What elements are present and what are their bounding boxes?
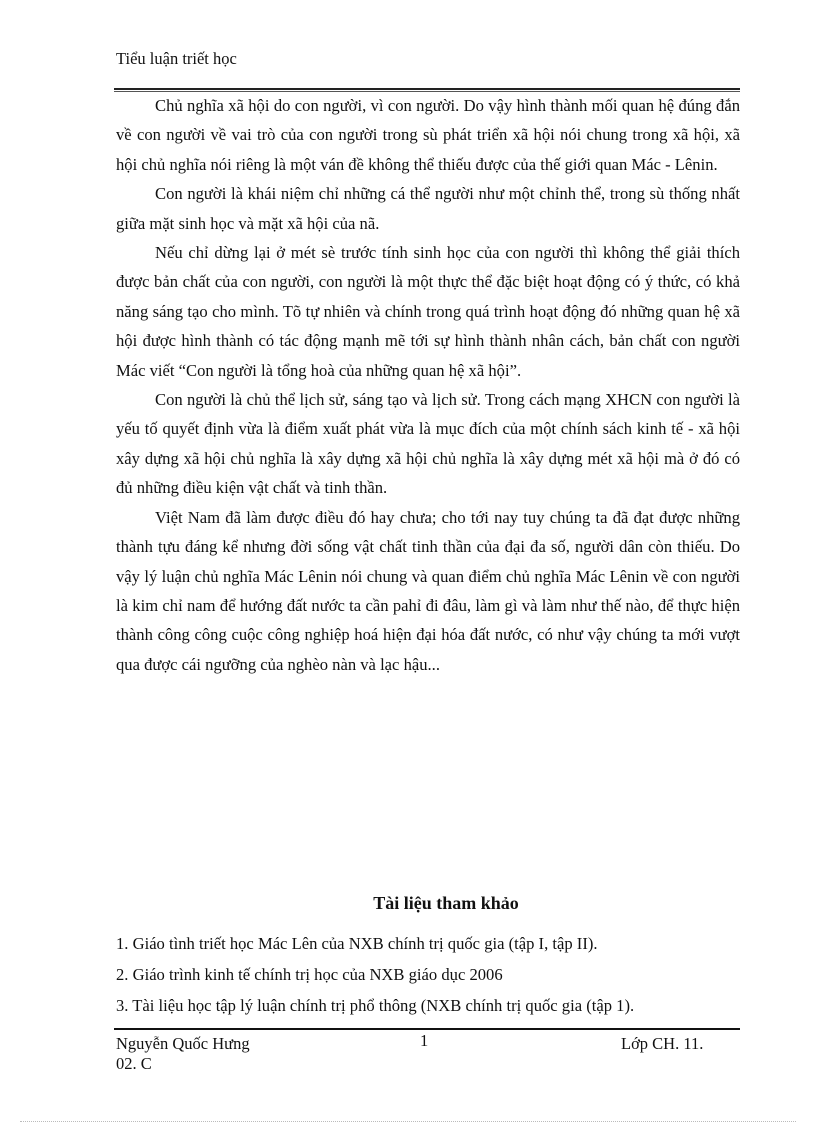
paragraph: Con người là khái niệm chỉ những cá thể người như một chỉnh thể, trong sù thống nhất giữa mặt sinh học và mặt xã hội của nã. (116, 184, 740, 233)
page-number: 1 (420, 1031, 429, 1050)
references-heading: Tài liệu tham khảo (373, 893, 519, 913)
paragraph: Chủ nghĩa xã hội do con người, vì con người. Do vậy hình thành mối quan hệ đúng đắn về con người về vai trò của con người trong sù phát triển xã hội nói chung trong xã hội, xã hội chủ nghĩa nói riêng là một ván đề không thể thiếu được của thế giới quan Mác - Lênin. (116, 96, 740, 174)
reference-item: 2. Giáo trình kinh tế chính trị học của NXB giáo dục 2006 (116, 965, 503, 984)
footer-author-suffix: 02. C (116, 1054, 152, 1073)
document-body (116, 91, 740, 679)
page-boundary (20, 1121, 796, 1122)
reference-item: 1. Giáo tình triết học Mác Lên của NXB chính trị quốc gia (tập I, tập II). (116, 934, 598, 953)
paragraph: Nếu chỉ dừng lại ở mét sè trước tính sinh học của con người thì không thể giải thích được bản chất của con người, con người là một thực thể đặc biệt hoạt động có ý thức, có khả năng sáng tạo cho mình. Tõ tự nhiên và chính trong quá trình hoạt động đó những quan hệ xã hội được hình thành có tác động mạnh mẽ tới sự hình thành nhân cách, bản chất con người Mác viết “Con người là tổng hoà của những quan hệ xã hội”. (116, 243, 740, 380)
footer-author (116, 1034, 250, 1074)
footer-class-label: Lớp CH. 11. (621, 1034, 704, 1053)
footer-author-name: Nguyễn Quốc Hưng (116, 1034, 250, 1053)
footer-divider (114, 1028, 740, 1030)
reference-item: 3. Tài liệu học tập lý luận chính trị phổ thông (NXB chính trị quốc gia (tập 1). (116, 996, 635, 1015)
header-title: Tiểu luận triết học (116, 49, 237, 68)
paragraph: Việt Nam đã làm được điều đó hay chưa; cho tới nay tuy chúng ta đã đạt được những thành tựu đáng kể nhưng đời sống vật chất tinh thần của đại đa số, người dân còn thiếu. Do vậy lý luận chủ nghĩa Mác Lênin nói chung và quan điểm chủ nghĩa Mác Lênin về con người là kim chỉ nam để hướng đất nước ta cần pahỉ đi đâu, làm gì và làm như thế nào, để thực hiện thành công công cuộc công nghiệp hoá hiện đại hóa đất nước, có như vậy chúng ta mới vượt qua được cái ngưỡng của nghèo nàn và lạc hậu... (116, 507, 740, 674)
references-list (116, 928, 776, 1021)
paragraph: Con người là chủ thể lịch sử, sáng tạo và lịch sử. Trong cách mạng XHCN con người là yếu tố quyết định vừa là điểm xuất phát vừa là mục đích của một chính sách kinh tế - xã hội xây dựng xã hội chủ nghĩa là xây dựng xã hội chủ nghĩa là xây dựng mét xã hội mà ở đó có đủ những điều kiện vật chất và tinh thần. (116, 390, 740, 498)
